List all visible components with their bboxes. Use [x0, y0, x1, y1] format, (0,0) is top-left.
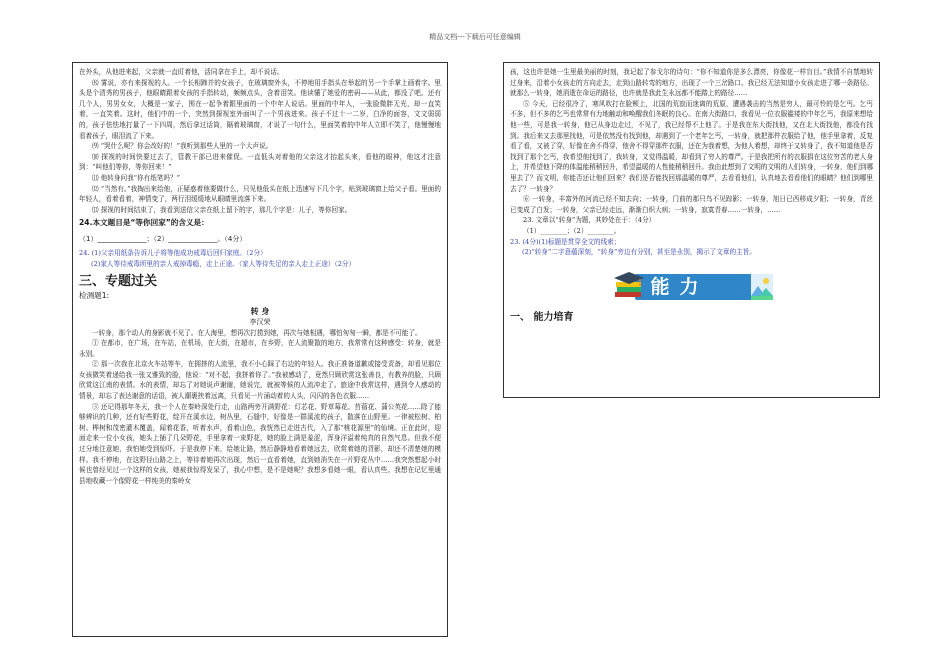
paragraph: ⑽ 探视的时间快要过去了，管教干部已进来催促。一直低头对着他的父亲这才抬起头来，看他的眼神，他这才注意到：“叫他们等你，等你回来！” — [79, 152, 441, 172]
paragraph: ② 那一次我在北京火车站等车，在拥挤的人流里，我不小心踩了右边的年轻人。我正准备道歉或接受责备，却看见那位女孩微笑着递给我一张又雅致的脸，他说：“对不起，我挤着你了。”我被感动了，竟然只顾欣赏这张善良，有教养的脸，只顾欣赏这江南的表情。水的表情，却忘了对她说声谢谢，她说完，就被等候的人流冲走了。旅途中我常这样，遇到令人感动的情景，却忘了表达谢意的话语，被人潮裹挟着远离，只看见一片涌动着的人头，闪闪的各色衣服…… — [79, 360, 441, 401]
section-title: 三、专题过关 — [79, 273, 158, 289]
paragraph: ③ 还记得那年冬天，我一个人在秦岭深处行走，山路两旁开满野花：灯芯花、野草莓花、苜蓿花、蒲公英花……除了能够辨识的几种，还有好些野花，绽开在溪水边，树丛里，石缝中，好像是一群溪流的孩子，散落在山野里。一律被松树、柏树、桦树和茂密灌木覆盖，闻着花香，听着水声，看着山色，我恍然已走进古代，入了那“桃花源里”的仙境。正在此时，迎面走来一位小女孩，她头上插了几朵野花，手里拿着一束野花，她的脸上满是羞涩，浑身洋溢着纯真的自然气息。但我不便过分地注意她，我怕她受到惊吓。于是我停下来，给她让路，然后静静地看着她远去，欣赏着她的背影，却还不清楚她的模样。我不停地，在这野径山路之上，等待着她再次出现，然后一直看着她，直到她消失在一片野花丛中……我突然想起小时候也曾经见过一个这样的女孩，她被我惊得发呆了，我心中想，是不是她呢？我想多看她一眼，看认真些。我想在记忆里通县地收藏一个像野花一样纯美的秦岭女 — [79, 402, 441, 485]
right-column — [503, 62, 880, 398]
paragraph: 一转身，那个动人的身影就不见了。在人海里，想再次打捞到她，再次与她相遇，哪怕匆匆一瞬，都是不可能了。 — [92, 328, 422, 337]
answer-line: (2)家人等待戒毒所里的亲人戒掉毒瘾，走上正途。（家人等待失足的亲人走上正途）（2分） — [91, 259, 356, 268]
paragraph: 在外头，从他进来起，父亲就一直盯着他，活同拿在手上，却不说话。 — [79, 68, 284, 76]
paragraph: 孩，这也许是她一生里最美丽的时刻，我记起了参戈尔的诗句：“你不知道你是多么漂亮，你像花一样盲目。”我情不自禁地转过身来，沿着小女孩走的方向走去，走到山路转弯的地方，出现了一个三岔路口。我已经无法知道小女孩走进了哪一条路径。就那么一转身，她消逝在命运的路径，也许就是我此生永远都不能踏上的路径…… — [510, 68, 873, 98]
ability-banner — [607, 264, 777, 304]
paragraph: ① 在都市，在广场，在车站，在机场，在大街，在超市，在乡野，在人流聚散的地方，我常常有这种感受：转身，就是永别。 — [79, 339, 441, 358]
page-header: 精品文档---下载后可任意编辑 — [429, 33, 521, 41]
section-title: 一、 能力培育 — [510, 311, 574, 323]
answer-blanks: （1）________；（2）________。 — [523, 226, 621, 235]
answer-line: 23. (4分)(1)标题是贯穿全文的线索； — [510, 237, 621, 246]
paragraph: ⑾ 他转身问我“你有纸笔吗？” — [92, 173, 180, 182]
question-24: 24.本文题目是“等你回家”的含义是： — [79, 218, 209, 228]
test-subtitle: 检测题1: — [79, 290, 110, 300]
banner-label: 能力 — [650, 275, 709, 298]
answer-blanks: （1）______________；（2）______________。（4分） — [79, 235, 247, 244]
article-author: 李汉荣 — [249, 317, 271, 326]
question-23: 23. 文章以“转身”为题，其妙处在于：（4分） — [523, 216, 656, 225]
landscape-icon — [751, 274, 773, 300]
paragraph: ⑤ 今天，已经很冷了，寒风吹打在脸颊上，北国的荒寂而迷离的荒原，遭遇袭击的当然是穷人，最可怜的是乞丐。乞丐不多，但不多的乞丐也常常有力地触动和唤醒我们冬眠的良心。在南大街路口，我看见一位衣服褴褛的中年乞丐，我原来想给他一些，可是我一转身，他已从身边走过，不见了，我已经帮不上他了。于是我在东大街找他，又在北大街找他，都没有找到。我后来又去那里找他，可是依然没有找到他，却遇到了一个老年乞丐，一转身，就把那件衣服给了他，他手里拿着，反复看了看，又被了穿，好像在舍不得穿，他舍不得穿那件衣服，还在为我着想，为他人着想，却终于又转身了，我不知道他是否找到了那个乞丐，我希望他找到了，我转身，又觉得温暖，却看到了穷人的尊严。于是我把所有的衣服捐在这位穷苦的老人身上，并希望他下降的体温能稍稍回升，希望温暖的人性能稍稍回升。我由此想到了文明的文明的人们转身，一转身，他们到哪里去了？而文明，你能否还让他们回来？我们是否能找回那温暖的尊严，去看看他们，认真地去看看他们的眼睛？他们到哪里去了？一转身？ — [510, 99, 873, 193]
books-icon — [613, 272, 645, 302]
paragraph: ⑻ 雾说，亦有来探视的人。一个长相蹄并的女孩子，在玻璃窗外头，不停地用手指头在举起的另一个手掌上画着字。里头是个清秀的男孩子，他眼睛跟着女孩的手指转动，频频点头，含着泪笑。他读懂了她爱的密码——从此，都没了吧。还有几个人，男男女女，大概是一家子，围在一起争着跟里面的一个中年人说话。里面的中年人，一张脸微胖无光，却一直笑着，一直笑着。这时，他们中的一个，突然到探视室外面叫了一个男孩进来。孩子不过十一二岁，白净的面容，文文弱弱的，孩子怯怯地打量了一下四周，然后拿过话筒，隔着玻璃窗，才说了一句什么，里面笑着的中年人立即不笑了，他慢慢地看着孩子，眼泪流了下来。 — [79, 78, 441, 140]
paragraph: ⑥ 一转身，丰富外的河流已经不知去向；一转身，门前的那只鸟不见踪影；一转身，旭日已西移成夕阳；一转身，青丝已变成了白发；一转身，父亲已经走远，渐渐白炽大病；一转身，寂寞青春……一转身，…… — [510, 195, 873, 214]
paragraph: ⑼ “哭什么呢？你会改好的！”我听到那些人里的一个大声说。 — [92, 142, 273, 151]
paragraph: ⒀ 探视的时间结束了，我看到送信父亲在纸上留下的字，那几个字是：儿子，等你回家。 — [92, 205, 352, 214]
answer-line: (2)“转身”二字意蕴深刻，“转身”旁边有分别，甚至是永别，揭示了文章的主旨。 — [522, 248, 756, 257]
left-column — [72, 62, 448, 637]
article-title: 转 身 — [250, 305, 270, 316]
answer-line: 24. (1)父亲用纸条告诉儿子将等他成功戒毒后回归家庭。（2分） — [79, 249, 267, 258]
paragraph: ⑿ “当然有。”我掏出来给他，正疑惑着他要做什么，只见他低头在纸上迅速写下几个字，贴到玻璃窗上给父子看。里面的年轻人，看着看着，神情变了，两行泪缓缓地从眼睛里流落下来。 — [79, 184, 441, 204]
